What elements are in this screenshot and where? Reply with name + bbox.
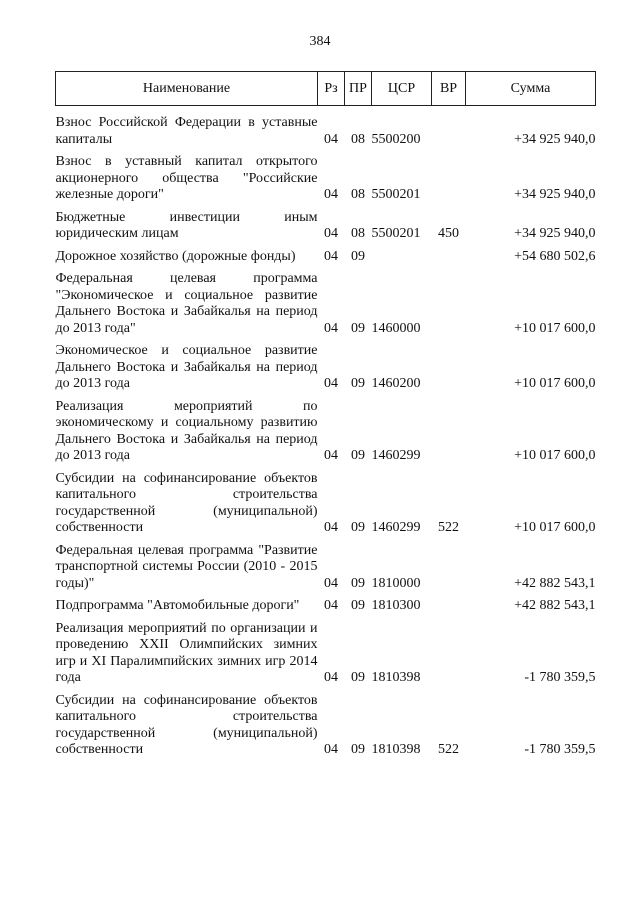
row-csr: 1460299 [371, 448, 421, 463]
row-csr: 1460299 [371, 520, 421, 535]
row-rz: 04 [324, 448, 338, 463]
row-pr: 09 [351, 448, 365, 463]
row-sum: +34 925 940,0 [514, 131, 596, 147]
row-vr [432, 246, 466, 269]
row-rz: 04 [324, 226, 338, 241]
row-csr: 1810000 [371, 575, 421, 591]
row-rz: 04 [324, 742, 338, 757]
header-pr: ПР [345, 72, 372, 106]
row-sum: +34 925 940,0 [514, 226, 596, 241]
table-row [56, 595, 596, 618]
row-sum: -1 780 359,5 [524, 742, 596, 757]
row-csr: 5500201 [371, 226, 421, 241]
row-pr: 09 [351, 320, 365, 336]
row-name: Подпрограмма "Автомобильные дороги" [55, 598, 300, 613]
row-csr: 1460200 [371, 376, 421, 391]
row-name: Взнос Российской Федерации в уставные капиталы [55, 115, 318, 147]
row-sum: -1 780 359,5 [524, 670, 596, 685]
row-name: Дорожное хозяйство (дорожные фонды) [55, 248, 296, 264]
table-row [56, 151, 596, 207]
row-pr: 09 [351, 598, 365, 613]
table-row [56, 396, 596, 468]
row-rz: 04 [324, 376, 338, 391]
row-rz: 04 [324, 598, 338, 613]
row-pr: 09 [351, 520, 365, 535]
row-pr: 09 [351, 248, 365, 264]
row-vr: 522 [438, 520, 459, 535]
table-body [56, 106, 596, 762]
header-rz: Рз [318, 72, 345, 106]
row-vr: 450 [438, 226, 459, 241]
row-csr: 5500200 [371, 131, 421, 147]
row-pr: 09 [351, 742, 365, 757]
row-vr [432, 151, 466, 207]
row-vr [432, 540, 466, 596]
row-pr: 08 [351, 131, 365, 147]
table-row [56, 112, 596, 151]
row-rz: 04 [324, 248, 338, 264]
row-name: Субсидии на софинансирование объектов капитального строительства государственной (муниципальной) собственности [55, 692, 318, 757]
row-csr: 1810300 [371, 598, 421, 613]
table-header [56, 72, 596, 106]
table-row [56, 268, 596, 340]
row-vr [432, 112, 466, 151]
row-rz: 04 [324, 520, 338, 535]
budget-table [55, 71, 596, 762]
row-pr: 09 [351, 575, 365, 591]
row-name: Федеральная целевая программа "Экономическое и социальное развитие Дальнего Востока и Забайкалья на период до 2013 года" [55, 271, 318, 336]
row-vr: 522 [438, 742, 459, 757]
row-csr: 1810398 [371, 742, 421, 757]
row-pr: 09 [351, 670, 365, 685]
row-name: Реализация мероприятий по экономическому и социальному развитию Дальнего Востока и Забайкалья на период до 2013 года [55, 398, 318, 463]
row-name: Федеральная целевая программа "Развитие транспортной системы России (2010 - 2015 годы)" [55, 542, 318, 591]
row-vr [432, 618, 466, 690]
row-name: Экономическое и социальное развитие Дальнего Востока и Забайкалья на период до 2013 года [55, 343, 318, 391]
row-name: Взнос в уставный капитал открытого акционерного общества "Российские железные дороги" [55, 154, 318, 202]
row-rz: 04 [324, 670, 338, 685]
row-sum: +10 017 600,0 [514, 448, 596, 463]
row-pr: 09 [351, 376, 365, 391]
row-sum: +10 017 600,0 [514, 376, 596, 391]
row-sum: +34 925 940,0 [514, 187, 596, 202]
row-rz: 04 [324, 320, 338, 336]
table-row [56, 468, 596, 540]
row-csr [372, 246, 432, 269]
row-vr [432, 595, 466, 618]
row-csr: 5500201 [371, 187, 421, 202]
table-row [56, 207, 596, 246]
row-sum: +42 882 543,1 [514, 598, 596, 613]
row-rz: 04 [324, 187, 338, 202]
header-name: Наименование [56, 72, 318, 106]
row-vr [432, 340, 466, 396]
row-rz: 04 [324, 131, 338, 147]
row-sum: +10 017 600,0 [514, 520, 596, 535]
row-name: Бюджетные инвестиции иным юридическим лицам [55, 209, 318, 241]
row-sum: +42 882 543,1 [514, 575, 596, 591]
row-csr: 1810398 [371, 670, 421, 685]
header-vr: ВР [432, 72, 466, 106]
row-sum: +10 017 600,0 [514, 320, 596, 336]
row-pr: 08 [351, 226, 365, 241]
table-row [56, 540, 596, 596]
row-name: Реализация мероприятий по организации и проведению XXII Олимпийских зимних игр и XI Паралимпийских зимних игр 2014 года [55, 620, 318, 685]
row-vr [432, 396, 466, 468]
page-number: 384 [309, 34, 331, 49]
table-row [56, 618, 596, 690]
header-csr: ЦСР [372, 72, 432, 106]
row-sum: +54 680 502,6 [514, 248, 596, 264]
table-row [56, 246, 596, 269]
row-pr: 08 [351, 187, 365, 202]
table-row [56, 340, 596, 396]
header-sum: Сумма [466, 72, 596, 106]
table-row [56, 690, 596, 762]
row-csr: 1460000 [371, 320, 421, 336]
row-vr [432, 268, 466, 340]
row-name: Субсидии на софинансирование объектов капитального строительства государственной (муниципальной) собственности [55, 470, 318, 535]
row-rz: 04 [324, 575, 338, 591]
